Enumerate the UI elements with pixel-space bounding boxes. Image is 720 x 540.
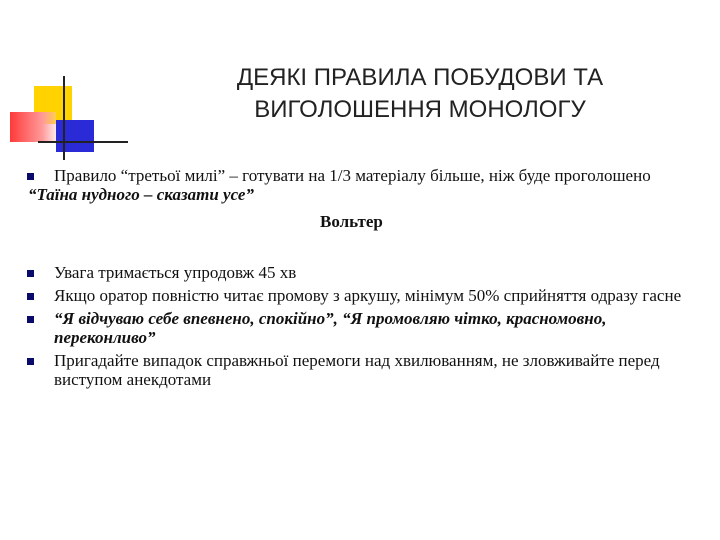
list-item-text: “Я відчуваю себе впевнено, спокійно”, “Я промовляю чітко, красномовно, переконливо” (54, 309, 607, 347)
slide-content (20, 166, 710, 389)
square-bullet-icon (27, 316, 34, 323)
list-item-intro (20, 166, 710, 185)
quote-author: Вольтер (320, 212, 383, 231)
square-bullet-icon (27, 270, 34, 277)
square-bullet-icon (27, 173, 34, 180)
list-item (20, 263, 710, 282)
list-item (20, 309, 710, 347)
list-item-text: Правило “третьої милі” – готувати на 1/3 матеріалу більше, ніж буде проголошено (54, 166, 651, 185)
horizontal-line (38, 141, 128, 143)
list-item-text: Якщо оратор повністю читає промову з аркушу, мінімум 50% сприйняття одразу гасне (54, 286, 682, 305)
decorative-logo (0, 0, 110, 170)
list-item-text: Пригадайте випадок справжньої перемоги над хвилюванням, не зловживайте перед виступом анекдотами (54, 351, 660, 389)
list-item-text: Увага тримається упродовж 45 хв (54, 263, 297, 282)
slide-title (140, 62, 700, 126)
title-line-1: ДЕЯКІ ПРАВИЛА ПОБУДОВИ ТА (236, 64, 604, 91)
square-bullet-icon (27, 293, 34, 300)
list-item (20, 286, 710, 305)
quote-text: “Таїна нудного – сказати усе” (28, 185, 254, 204)
blue-square (56, 120, 94, 152)
vertical-line (63, 76, 65, 160)
square-bullet-icon (27, 358, 34, 365)
title-line-2: ВИГОЛОШЕННЯ МОНОЛОГУ (254, 96, 586, 123)
red-square (10, 112, 56, 142)
list-item (20, 351, 710, 389)
